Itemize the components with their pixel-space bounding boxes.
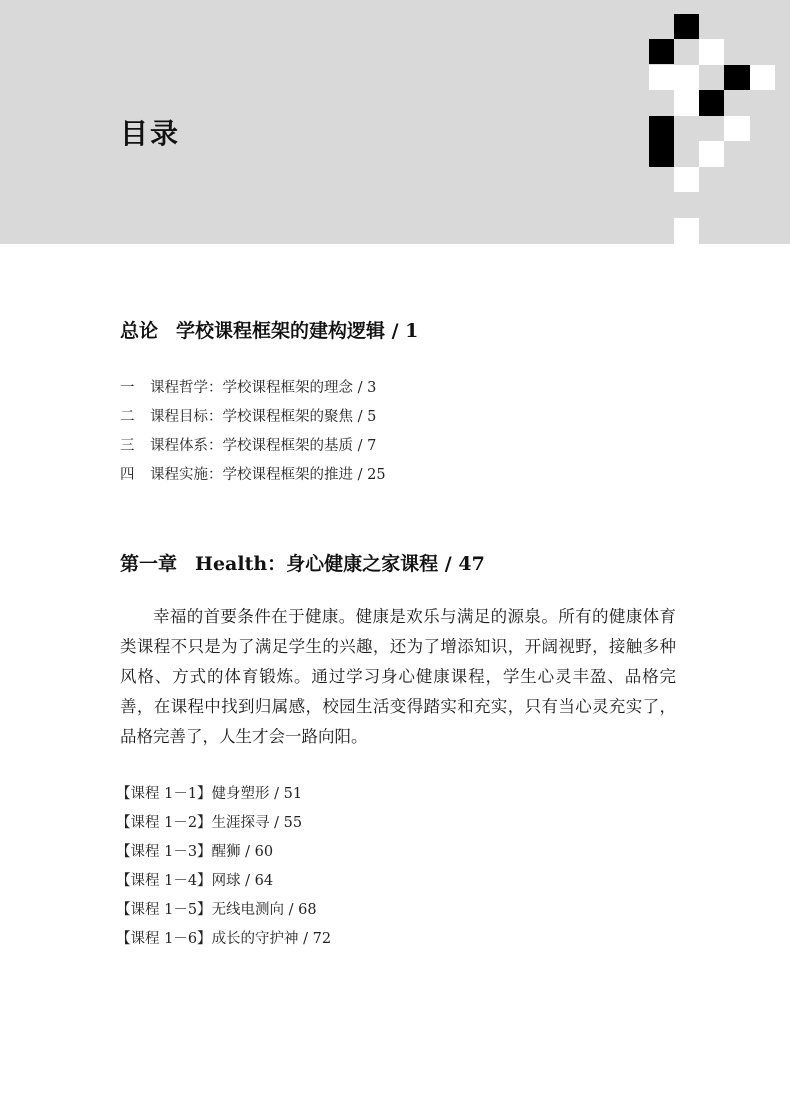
course-label: 【课程 1－1】 [116, 786, 212, 802]
toc-item-text: 课程体系：学校课程框架的基质 / 7 [150, 438, 377, 454]
deco-block [674, 218, 699, 244]
course-item[interactable] [116, 869, 273, 890]
course-title: 网球 / 64 [211, 873, 274, 889]
deco-block [674, 14, 699, 39]
course-item[interactable] [116, 840, 273, 861]
course-title: 无线电测向 / 68 [211, 902, 317, 918]
heading-title: Health：身心健康之家课程 / 47 [195, 553, 485, 575]
deco-block [674, 65, 699, 90]
deco-block [674, 90, 699, 116]
course-title: 醒狮 / 60 [211, 844, 274, 860]
course-label: 【课程 1－2】 [116, 815, 212, 831]
section-heading-general[interactable] [120, 316, 418, 343]
toc-item-text: 课程实施：学校课程框架的推进 / 25 [150, 467, 386, 483]
course-label: 【课程 1－5】 [116, 902, 212, 918]
toc-item-number: 一 [120, 380, 135, 396]
deco-block [649, 116, 674, 167]
section-heading-chapter-1[interactable] [120, 549, 485, 576]
toc-item[interactable] [120, 434, 376, 455]
deco-block [724, 65, 750, 90]
course-title: 生涯探寻 / 55 [211, 815, 303, 831]
deco-block [750, 65, 775, 90]
course-title: 健身塑形 / 51 [211, 786, 303, 802]
chapter-intro-paragraph: 幸福的首要条件在于健康。健康是欢乐与满足的源泉。所有的健康体育类课程不只是为了满足学生的兴趣，还为了增添知识，开阔视野，接触多种风格、方式的体育锻炼。通过学习身心健康课程，学生心灵丰盈、品格完善，在课程中找到归属感，校园生活变得踏实和充实，只有当心灵充实了，品格完善了，人生才会一路向阳。 [120, 607, 676, 746]
course-item[interactable] [116, 898, 317, 919]
toc-item-text: 课程目标：学校课程框架的聚焦 / 5 [150, 409, 377, 425]
deco-block [699, 90, 724, 116]
course-label: 【课程 1－6】 [116, 931, 212, 947]
course-item[interactable] [116, 927, 331, 948]
toc-item-number: 二 [120, 409, 135, 425]
toc-item-text: 课程哲学：学校课程框架的理念 / 3 [150, 380, 377, 396]
toc-item-number: 四 [120, 467, 135, 483]
page-title: 目录 [120, 117, 181, 150]
pixel-decoration [0, 0, 790, 270]
course-item[interactable] [116, 811, 302, 832]
heading-prefix: 第一章 [120, 553, 178, 575]
deco-block [699, 39, 724, 65]
deco-block [674, 167, 699, 192]
heading-prefix: 总论 [120, 320, 159, 342]
toc-item[interactable] [120, 405, 376, 426]
course-label: 【课程 1－3】 [116, 844, 212, 860]
deco-block [649, 39, 674, 64]
course-title: 成长的守护神 / 72 [211, 931, 332, 947]
toc-item[interactable] [120, 463, 386, 484]
heading-title: 学校课程框架的建构逻辑 / 1 [176, 320, 419, 342]
course-label: 【课程 1－4】 [116, 873, 212, 889]
deco-block [699, 141, 724, 167]
deco-block [724, 116, 750, 141]
deco-block [649, 65, 674, 90]
toc-item[interactable] [120, 376, 376, 397]
toc-item-number: 三 [120, 438, 135, 454]
course-item[interactable] [116, 782, 302, 803]
